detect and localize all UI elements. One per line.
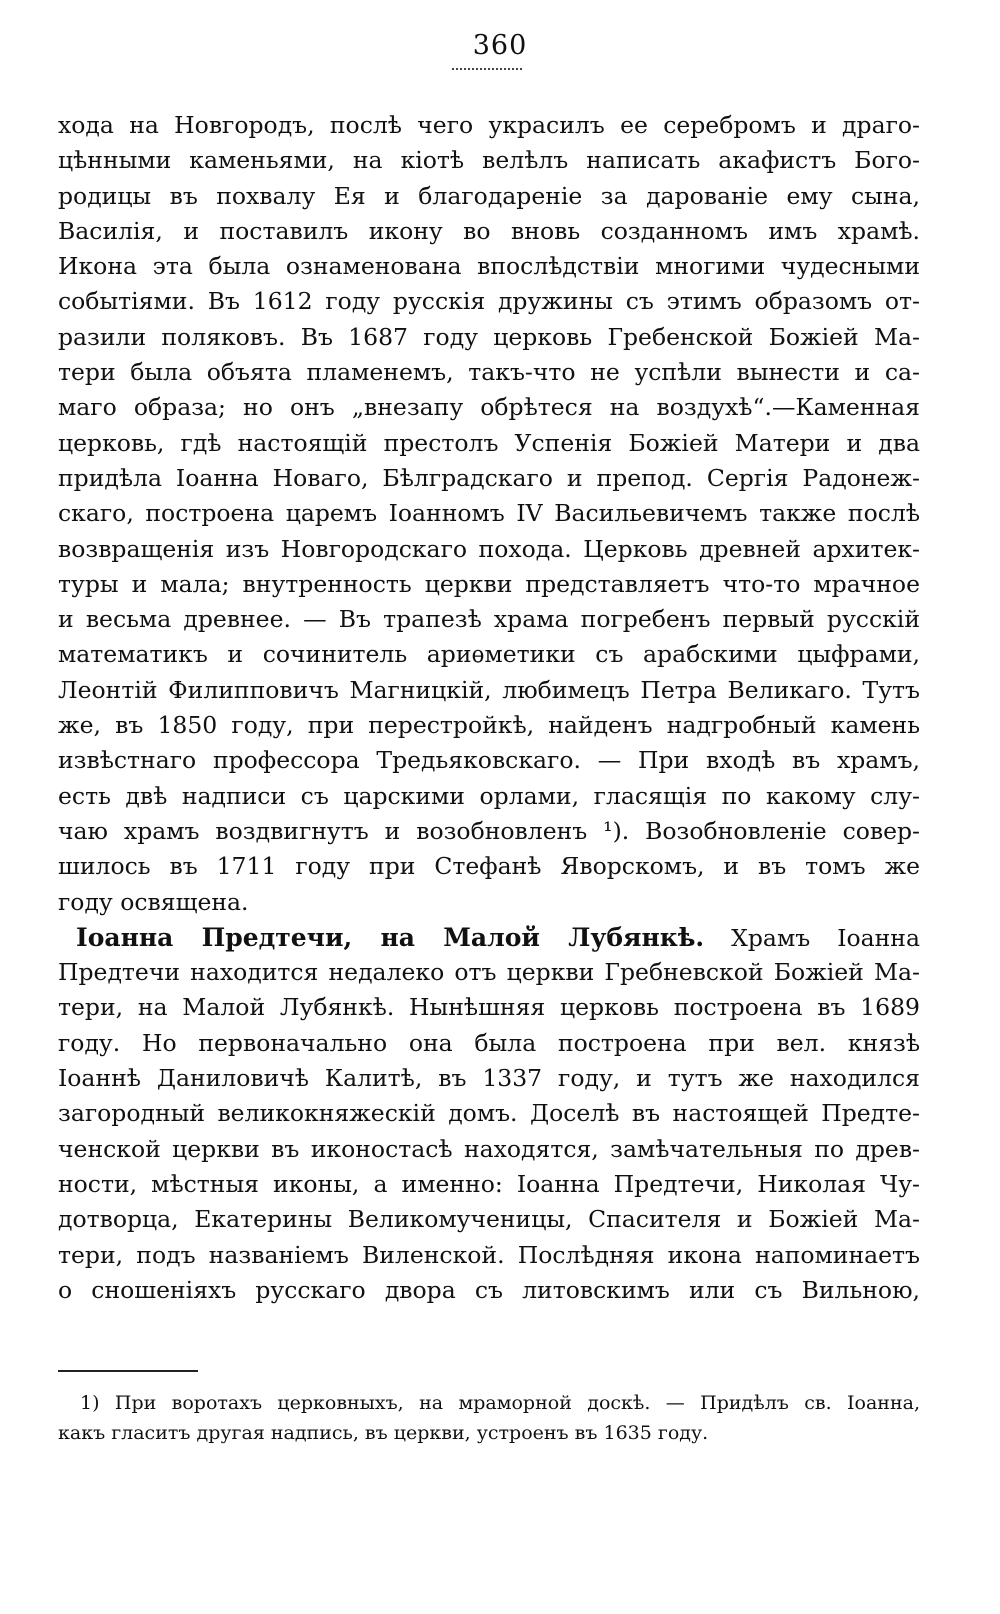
page-number: 360 xyxy=(472,30,528,61)
text-line: математикъ и сочинитель ариѳметики съ арабскими цыфрами, xyxy=(58,640,920,669)
text-line: цѣнными каменьями, на кіотѣ велѣлъ написать акафистъ Бого- xyxy=(58,146,920,175)
text-line: тери, подъ названіемъ Виленской. Послѣдняя икона напоминаетъ xyxy=(58,1240,920,1269)
section-first-line-text: Храмъ Іоанна xyxy=(731,923,920,952)
text-line: тери, на Малой Лубянкѣ. Нынѣшняя церковь построена въ 1689 xyxy=(58,993,920,1022)
text-line: году освящена. xyxy=(58,887,249,916)
text-line: ченской церкви въ иконостасѣ находятся, замѣчательныя по древ- xyxy=(58,1134,920,1163)
text-line: разили поляковъ. Въ 1687 году церковь Гребенской Божіей Ма- xyxy=(58,322,920,351)
text-line: родицы въ похвалу Ея и благодареніе за дарованіе ему сына, xyxy=(58,181,920,210)
footnotes xyxy=(58,1388,920,1448)
text-line: маго образа; но онъ „внезапу обрѣтеся на воздухѣ“.—Каменная xyxy=(58,393,920,422)
text-line: Леонтій Филипповичъ Магницкій, любимецъ Петра Великаго. Тутъ xyxy=(58,675,920,704)
text-line: чаю храмъ воздвигнутъ и возобновленъ ¹). Возобновленіе совер- xyxy=(58,816,920,845)
footnote-line: какъ гласитъ другая надпись, въ церкви, устроенъ въ 1635 году. xyxy=(58,1422,709,1444)
text-line: возвращенія изъ Новгородскаго похода. Церковь древней архитек- xyxy=(58,534,920,563)
text-line: есть двѣ надписи съ царскими орлами, гласящія по какому слу- xyxy=(58,781,920,810)
text-line: же, въ 1850 году, при перестройкѣ, найденъ надгробный камень xyxy=(58,711,920,740)
text-line: событіями. Въ 1612 году русскія дружины съ этимъ образомъ от- xyxy=(58,287,920,316)
footnote-rule xyxy=(58,1370,198,1372)
text-line: Іоаннѣ Даниловичѣ Калитѣ, въ 1337 году, и тутъ же находился xyxy=(58,1064,920,1093)
text-line: скаго, построена царемъ Іоанномъ IV Васильевичемъ также послѣ xyxy=(58,499,920,528)
text-line: загородный великокняжескій домъ. Доселѣ въ настоящей Предте- xyxy=(58,1099,920,1128)
text-line: и весьма древнее. — Въ трапезѣ храма погребенъ первый русскій xyxy=(58,605,920,634)
body-text xyxy=(58,108,920,1308)
section-first-line xyxy=(58,920,920,955)
footnote-line: 1) При воротахъ церковныхъ, на мраморной доскѣ. — Придѣлъ св. Іоанна, xyxy=(80,1392,920,1414)
paragraph-2 xyxy=(58,920,920,1308)
page-number-underline xyxy=(452,68,522,70)
text-line: Икона эта была ознаменована впослѣдствіи многими чудесными xyxy=(58,252,920,281)
text-line: тери была объята пламенемъ, такъ-что не успѣли вынести и са- xyxy=(58,358,920,387)
text-line: дотворца, Екатерины Великомученицы, Спасителя и Божіей Ма- xyxy=(58,1205,920,1234)
text-line: хода на Новгородъ, послѣ чего украсилъ ее серебромъ и драго- xyxy=(58,111,920,139)
text-line: придѣла Іоанна Новаго, Бѣлградскаго и препод. Сергія Радонеж- xyxy=(58,463,920,492)
paragraph-1 xyxy=(58,108,920,920)
text-line: извѣстнаго профессора Тредьяковскаго. — При входѣ въ храмъ, xyxy=(58,746,920,775)
text-line: ности, мѣстныя иконы, а именно: Іоанна Предтечи, Николая Чу- xyxy=(58,1169,920,1198)
text-line: Василія, и поставилъ икону во вновь созданномъ имъ храмѣ. xyxy=(58,216,920,245)
text-line: церковь, гдѣ настоящій престолъ Успенія Божіей Матери и два xyxy=(58,428,920,457)
text-line: туры и мала; внутренность церкви представляетъ что-то мрачное xyxy=(58,569,920,598)
text-line: Предтечи находится недалеко отъ церкви Гребневской Божіей Ма- xyxy=(58,958,920,987)
text-line: о сношеніяхъ русскаго двора съ литовскимъ или съ Вильною, xyxy=(58,1275,920,1304)
section-heading: Іоанна Предтечи, на Малой Лубянкѣ. xyxy=(76,922,705,952)
text-line: шилось въ 1711 году при Стефанѣ Яворскомъ, и въ томъ же xyxy=(58,852,920,881)
text-line: году. Но первоначально она была построена при вел. князѣ xyxy=(58,1028,920,1057)
